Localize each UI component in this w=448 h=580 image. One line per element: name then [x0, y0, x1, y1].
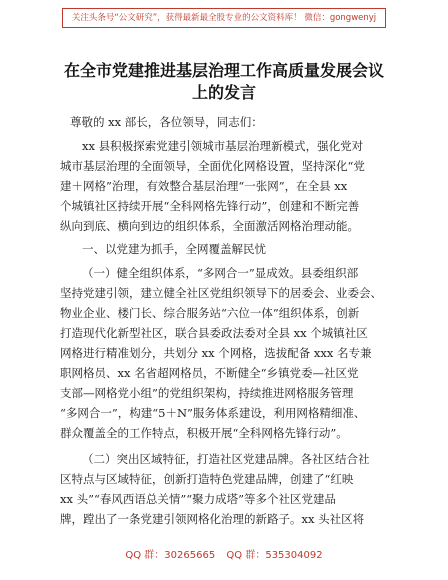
paragraph-line: 城市基层治理的全面领导，全面优化网格设置，坚持深化“党: [60, 159, 365, 173]
paragraph-line: 物业企业、楼门长、综合服务站“六位一体”组织体系，创新: [60, 306, 360, 320]
paragraph-line: xx 头”“春风西语总关情”“聚力成塔”等多个社区党建品: [60, 492, 337, 506]
salutation: 尊敬的 xx 部长，各位领导，同志们：: [70, 115, 263, 129]
paragraph-line: 区特点与区域特征，创新打造特色党建品牌，创建了“红映: [60, 472, 354, 486]
paragraph-line: xx 县积极探索党建引领城市基层治理新模式，强化党对: [82, 139, 364, 153]
footer-contact: [0, 546, 448, 561]
section-heading: 一、以党建为抓手，全网覆盖解民忧: [82, 242, 266, 256]
paragraph-line: 支部—网格党小组”的党组织架构，持续推进网格服务管理: [60, 386, 354, 400]
paragraph-line: 群众覆盖全的工作特点，积极开展“全科网格先锋行动”。: [60, 426, 348, 440]
paragraph-line: 个城镇社区持续开展“全科网格先锋行动”，创建和不断完善: [60, 199, 360, 213]
paragraph-line: （二）突出区域特征，打造社区党建品牌。各社区结合社: [82, 452, 370, 466]
paragraph-line: （一）健全组织体系，“多网合一”显成效。县委组织部: [82, 266, 359, 280]
document-title-line-2: 上的发言: [191, 83, 256, 102]
document-title-line-1: 在全市党建推进基层治理工作高质量发展会议: [63, 61, 384, 80]
paragraph-line: 牌，蹚出了一条党建引领网格化治理的新路子。xx 头社区将: [60, 512, 365, 526]
paragraph-line: 职网格员、xx 名省超网格员，不断健全“乡镇党委—社区党: [60, 366, 359, 380]
footer-qq-group-2: QQ 群：535304092: [226, 550, 323, 561]
paragraph-line: 打造现代化新型社区，联合县委政法委对全县 xx 个城镇社区: [60, 326, 368, 340]
paragraph-line: 建＋网格”治理，有效整合基层治理“一张网”，在全县 xx: [60, 179, 348, 193]
top-banner: 关注头条号“公文研究”，获得最新最全股专业的公文资料库！ 微信：gongwenyj: [62, 8, 386, 28]
paragraph-line: 纵向到底、横向到边的组织体系，全面激活网格治理动能。: [60, 219, 359, 233]
footer-qq-group-1: QQ 群：30265665: [125, 550, 216, 561]
paragraph-line: 网格进行精准划分，共划分 xx 个网格，选拔配备 xxx 名专兼: [60, 346, 372, 360]
paragraph-line: 坚持党建引领，建立健全社区党组织领导下的居委会、业委会、: [60, 286, 382, 300]
paragraph-line: “多网合一”，构建“5＋N”服务体系建设，利用网格精细准、: [60, 406, 366, 420]
